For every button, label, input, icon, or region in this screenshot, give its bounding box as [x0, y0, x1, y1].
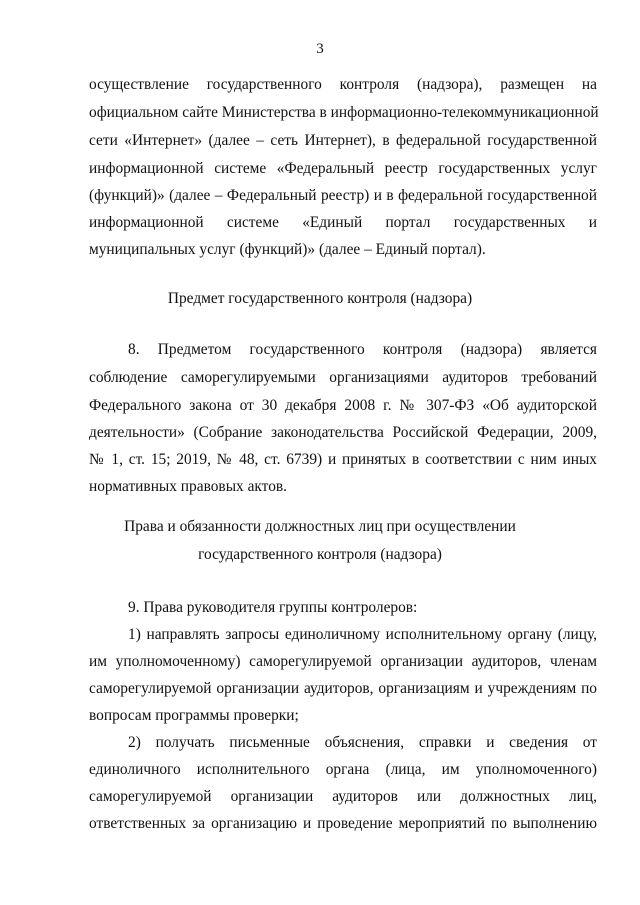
- text-line: 8. Предметом государственного контроля (надзора) является: [128, 341, 597, 358]
- text-line: официальном сайте Министерства в информационно-телекоммуникационной: [89, 104, 599, 121]
- text-line: вопросам программы проверки;: [89, 707, 299, 724]
- paragraph-title: 9. Права руководителя группы контролеров:: [128, 599, 418, 616]
- text-line: соблюдение саморегулируемыми организациями аудиторов требований: [89, 369, 597, 386]
- text-line: информационной системе «Федеральный реестр государственных услуг: [89, 160, 597, 177]
- text-line: саморегулируемой организации аудиторов, организациям и учреждениям по: [89, 680, 597, 697]
- text-line: информационной системе «Единый портал государственных и: [89, 214, 597, 231]
- text-line: единоличного исполнительного органа (лица, им уполномоченного): [89, 761, 597, 778]
- text-line: осуществление государственного контроля (надзора), размещен на: [89, 76, 597, 93]
- section-heading-rights: государственного контроля (надзора): [198, 546, 442, 563]
- text-line: саморегулируемой организации аудиторов или должностных лиц,: [89, 788, 597, 805]
- text-line: Федерального закона от 30 декабря 2008 г. № 307-ФЗ «Об аудиторской: [89, 397, 597, 414]
- text-line: 2) получать письменные объяснения, справки и сведения от: [128, 734, 597, 751]
- text-line: муниципальных услуг (функций)» (далее – Единый портал).: [89, 241, 486, 258]
- text-line: (функций)» (далее – Федеральный реестр) и в федеральной государственной: [89, 187, 597, 204]
- text-line: им уполномоченному) саморегулируемой организации аудиторов, членам: [89, 653, 597, 670]
- page-number: 3: [316, 41, 324, 57]
- text-line: № 1, ст. 15; 2019, № 48, ст. 6739) и принятых в соответствии с ним иных: [89, 451, 597, 468]
- section-heading-subject: Предмет государственного контроля (надзора): [167, 290, 473, 307]
- text-line: деятельности» (Собрание законодательства Российской Федерации, 2009,: [89, 424, 597, 441]
- section-heading-rights: Права и обязанности должностных лиц при осуществлении: [124, 518, 516, 535]
- text-line: нормативных правовых актов.: [89, 478, 288, 495]
- text-line: ответственных за организацию и проведение мероприятий по выполнению: [89, 815, 597, 832]
- text-line: сети «Интернет» (далее – сеть Интернет), в федеральной государственной: [89, 132, 597, 149]
- text-line: 1) направлять запросы единоличному исполнительному органу (лицу,: [128, 626, 597, 643]
